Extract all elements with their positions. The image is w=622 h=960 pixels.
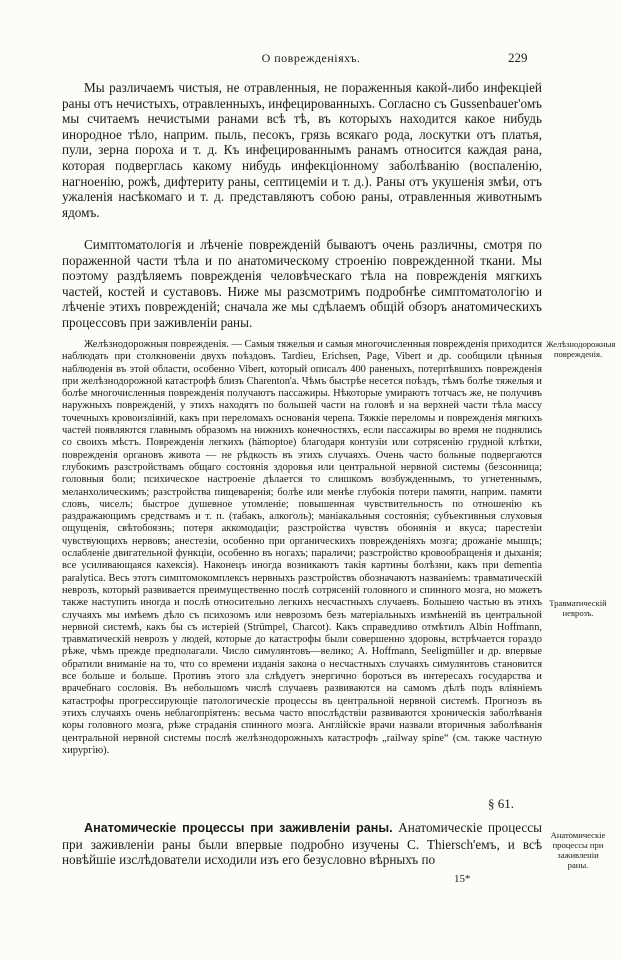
paragraph-text: Мы различаемъ чистыя, не отравленныя, не пораженныя какой-либо инфекціей раны отъ нечистыхъ, отравленныхъ, инфецированныхъ. Согласно съ Gussenbauer'омъ мы считаемъ нечистыми ранами всѣ тѣ, въ которыхъ находится какое нибудь инородное тѣло, наприм. пыль, песокъ, грязь всякаго рода, лоскутки отъ платья, пули, зерна пороха и т. д. Къ инфецированнымъ ранамъ относится каждая рана, которая подверглась какому нибудь инфекціонному заболѣванію (воспаленію, нагноенію, рожѣ, дифтериту раны, септицеміи и т. д.). Раны отъ укушенія змѣи, отъ ужаленія насѣкомаго и т. д. представляютъ собою раны, отравленныя животнымъ ядомъ. [62,80,542,220]
margin-note-traumatic-neurosis: Травматическій неврозъ. [549,598,607,618]
margin-note-anatomical-processes: Анатомическіе процессы при заживленіи раны. [550,830,606,870]
section-paragraph-text [62,820,542,868]
small-print-text: Желѣзнодорожныя поврежденія. — Самыя тяжелыя и самыя многочисленныя поврежденія приходится наблюдать при столкновеніи двухъ поѣздовъ. Tardieu, Erichsen, Page, Vibert и др. сообщили цѣнныя наблюденія въ этой области, особенно Vibert, который описалъ 400 раненыхъ, потерпѣвшихъ поврежденія при желѣзнодорожной катастрофѣ близъ Charenton'а. Чѣмъ быстрѣе несется поѣздъ, тѣмъ болѣе тяжелыя и болѣе многочисленныя поврежденія получаютъ пассажиры. Нѣкоторые умираютъ тотчасъ же, не получивъ наружныхъ поврежденій, у этихъ находятъ по большей части на головѣ и на верхней части тѣла массу точечныхъ кровоизліяній, какъ при переломахъ основанія черепа. Тяжкіе переломы и поврежденія мягкихъ частей появляются главнымъ образомъ на нижнихъ конечностяхъ, если пассажиры во время не поднялись со своихъ мѣстъ. Поврежденія легкихъ (hämoptoe) благодаря контузіи или сотрясенію грудной клѣтки, поврежденія органовъ живота — не рѣдкость въ этихъ случаяхъ. Очень часто больные подвергаются глубокимъ разстройствамъ общаго состоянія здоровья или центральной нервной системы (безсонница; головныя боли; психическое настроеніе дѣлается то слишкомъ возбужденнымъ, то угнетеннымъ, меланхолическимъ; разстройства пищеваренія; болѣе или менѣе глубокія потери памяти, наприм. памяти словъ, чиселъ; быстрое душевное утомленіе; повышенная чувствительность по отношенію къ раздражающимъ средствамъ и т. п. (табакъ, алкоголь); маніакальныя состоянія; субъективныя слуховыя ощущенія, свѣтобоязнь; потеря аккомодаціи; разстройства чувствъ обонянія и вкуса; парестезіи чувствующихъ нервовъ; анестезіи, особенно при органическихъ поврежденіяхъ мозга; дрожаніе мышцъ; ослабленіе двигательной функціи, особенно въ ногахъ; параличи; разстройство кровообращенія и дыханія; все усиливающаяся кахексія). Наконецъ иногда возникаютъ такія картины болѣзни, какъ при dementia paralytica. Весь этотъ симптомокомплексъ нервныхъ разстройствъ обозначаютъ названіемъ: травматическій неврозъ, который развивается преимущественно послѣ сотрясеній головного и спинного мозга, но можетъ также наступить иногда и послѣ относительно легкихъ несчастныхъ случаевъ. Большею частью въ этихъ случаяхъ мы имѣемъ дѣло съ психозомъ или неврозомъ безъ матеріальныхъ измѣненій въ центральной нервной системѣ, какъ бы съ истеріей (Strümpel, Charcot). Какъ справедливо отмѣтилъ Albin Hoffmann, травматическій неврозъ у людей, которые до катастрофы были совершенно здоровы, встрѣчается гораздо рѣже, чѣмъ прежде предполагали. Число симулянтовъ—велико; A. Hoffmann, Seeligmüller и др. впервые обратили вниманіе на то, что со времени изданія закона о несчастныхъ случаяхъ симулянтовъ становится все больше и больше. Противъ этого зла слѣдуетъ энергично бороться въ интересахъ государства и врачебнаго сословія. Въ небольшомъ числѣ случаевъ развиваются на самомъ дѣлѣ подъ вліяніемъ катастрофы прогрессирующіе патологическіе процессы въ центральной нервной системѣ. Прогнозъ въ этихъ случаяхъ очень неблагопріятенъ: весьма часто впослѣдствіи развиваются хроническія заболѣванія коры головного мозга, рѣже страданія спинного мозга. Англійскіе врачи назвали вторичныя заболѣванія центральной нервной системы послѣ желѣзнодорожныхъ катастрофъ „railway spine“ (см. также частную хирургію). [62,339,542,756]
section-heading: Анатомическіе процессы при заживленіи раны. [84,821,393,835]
paragraph-symptomatology [62,237,542,331]
section-paragraph [62,820,542,868]
section-text: Анатомическіе процессы при заживленіи раны были впервые подробно изучены C. Thiersch'емъ, и всѣ новѣйшіе изслѣдователи исходили изъ его безусловно вѣрныхъ по [62,820,542,868]
paragraph-text: Симптоматологія и лѣченіе поврежденій бываютъ очень различны, смотря по пораженной части тѣла и по анатомическому строенію поврежденной ткани. Мы поэтому раздѣляемъ поврежденія человѣческаго тѣла на поврежденія мягкихъ частей, костей и суставовъ. Ниже мы разсмотримъ подробнѣе симптоматологію и лѣченіе этихъ поврежденій; сначала же мы сдѣлаемъ общій обзоръ анатомическихъ процессовъ при заживленіи раны. [62,237,542,330]
running-title: О поврежденіяхъ. [261,51,361,65]
paragraph-wound-classification [62,80,542,220]
section-number: § 61. [488,796,514,811]
page-number: 229 [508,50,528,65]
margin-note-railway-injuries: Желѣзнодорожныя поврежденія. [546,339,616,359]
small-print-railway-injuries [62,339,542,757]
signature-mark: 15* [454,873,471,885]
